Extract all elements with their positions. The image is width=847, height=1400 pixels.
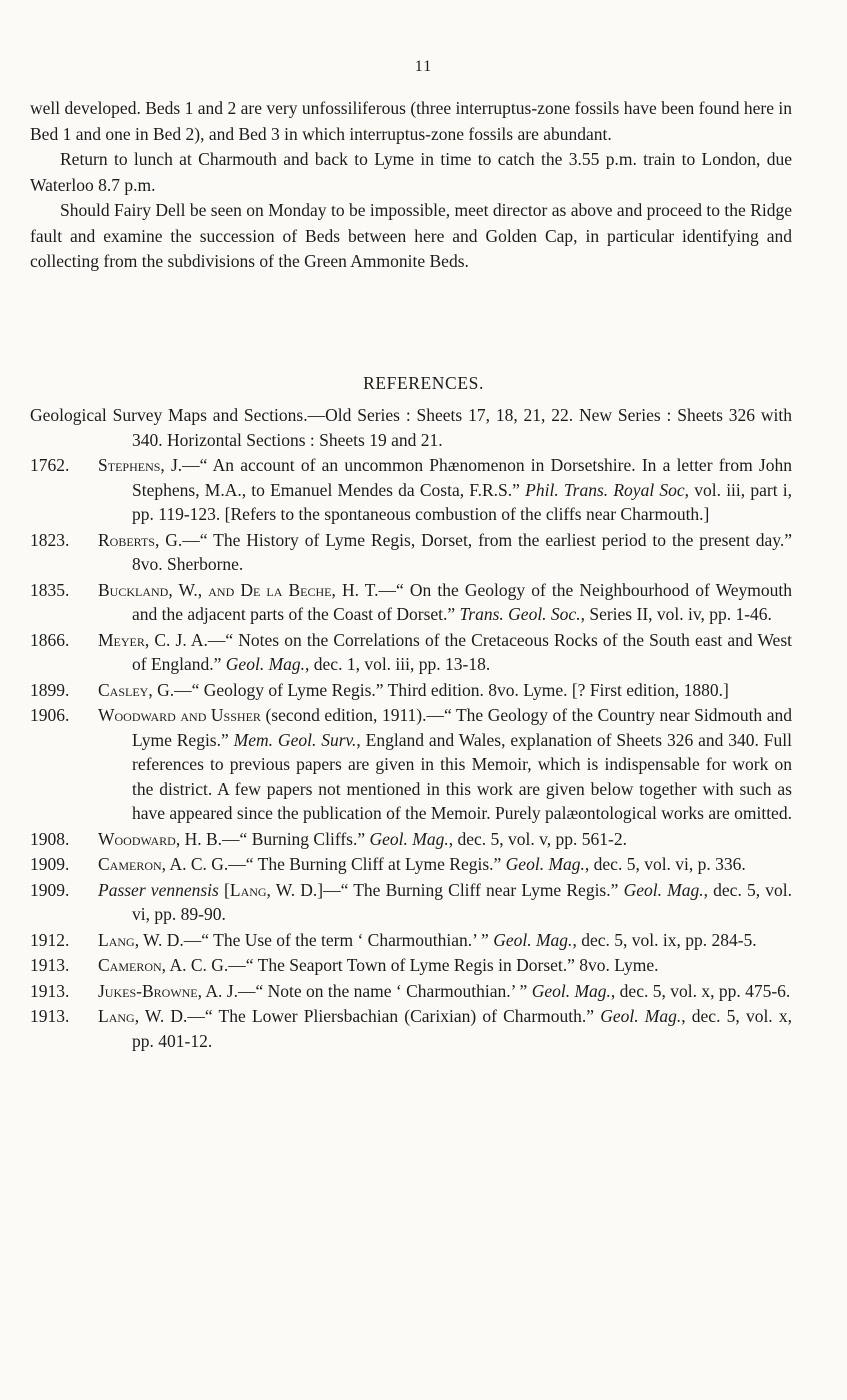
reference-entry <box>30 928 792 953</box>
reference-author: Meyer, C. J. A. <box>98 629 208 650</box>
reference-text <box>98 528 792 577</box>
reference-entry <box>30 953 792 978</box>
reference-details: , Series II, vol. iv, pp. 1-46. <box>580 604 772 624</box>
reference-text <box>98 827 792 852</box>
reference-author: Casley, G. <box>98 679 175 700</box>
reference-journal: Phil. Trans. Royal Soc <box>525 479 685 500</box>
reference-details: , dec. 5, vol. vi, p. 336. <box>584 854 746 874</box>
reference-year: 1866. <box>30 629 70 650</box>
reference-details: , England and Wales, explanation of Sheets 326 and 340. Full references to previous papers are given in this Memoir, which is indispensable for work on the district. A few papers not mentioned in this work are given below together with such as have appeared since the publication of the Memoir. Purely palæontological works are omitted. <box>132 729 793 823</box>
intro-paragraph-1: well developed. Beds 1 and 2 are very unfossiliferous (three interruptus-zone fossils have been found here in Bed 1 and one in Bed 2), and Bed 3 in which interruptus-zone fossils are abundant. <box>30 98 792 144</box>
reference-year: 1908. <box>30 828 70 849</box>
reference-journal: Geol. Mag. <box>623 879 704 900</box>
reference-title: —“ The Lower Pliersbachian (Carixian) of Charmouth.” <box>187 1006 595 1026</box>
reference-year: 1906. <box>30 705 70 725</box>
reference-title: —“ The Use of the term ‘ Charmouthian.’ ” <box>183 929 489 950</box>
survey-reference: Geological Survey Maps and Sections.—Old Series : Sheets 17, 18, 21, 22. New Series : Sheets 326 with 340. Horizontal Sections : Sheets 19 and 21. <box>30 405 792 450</box>
reference-details: , dec. 5, vol. ix, pp. 284-5. <box>572 929 757 950</box>
reference-author: Lang, W. D. <box>98 929 184 950</box>
reference-journal: Trans. Geol. Soc. <box>459 604 581 624</box>
reference-text <box>98 979 792 1004</box>
reference-journal: Geol. Mag. <box>493 929 573 950</box>
reference-text <box>98 928 792 953</box>
reference-title: —“ Notes on the Correlations of the Cretaceous Rocks of the South east and West of England.” <box>132 629 793 674</box>
reference-text <box>98 878 792 927</box>
reference-year: 1913. <box>30 1006 70 1026</box>
reference-details: , dec. 5, vol. x, pp. 401-12. <box>132 1006 792 1051</box>
reference-journal: Geol. Mag. <box>505 854 585 874</box>
intro-paragraph-3: Should Fairy Dell be seen on Monday to be impossible, meet director as above and proceed to the Ridge fault and examine the succession of Beds between here and Golden Cap, in particular identifying and collecting from the subdivisions of the Green Ammonite Beds. <box>30 200 792 271</box>
reference-details: , dec. 5, vol. v, pp. 561-2. <box>448 828 627 849</box>
reference-year: 1899. <box>30 679 70 700</box>
reference-text <box>98 953 792 978</box>
reference-title: —“ On the Geology of the Neighbourhood of Weymouth and the adjacent parts of the Coast of Dorset.” <box>132 579 792 624</box>
reference-journal: Geol. Mag. <box>369 828 449 849</box>
reference-author: Stephens, J. <box>98 455 183 475</box>
reference-year: 1909. <box>30 879 70 900</box>
reference-text <box>98 628 792 677</box>
reference-entry <box>30 827 792 852</box>
intro-text <box>30 96 792 275</box>
reference-entry <box>30 852 792 877</box>
reference-entry <box>30 1004 792 1053</box>
reference-year: 1823. <box>30 529 70 550</box>
reference-entry <box>30 979 792 1004</box>
reference-title: —“ Geology of Lyme Regis.” Third edition. 8vo. Lyme. [? First edition, 1880.] <box>174 679 729 700</box>
reference-year: 1912. <box>30 929 70 950</box>
reference-entry <box>30 528 792 577</box>
reference-entry <box>30 453 792 527</box>
reference-title: —“ The Seaport Town of Lyme Regis in Dorset.” 8vo. Lyme. <box>228 955 659 975</box>
reference-text <box>98 578 792 627</box>
reference-author: Woodward, H. B. <box>98 828 223 849</box>
page-number: 11 <box>414 58 433 75</box>
reference-text <box>98 453 792 527</box>
reference-year: 1913. <box>30 955 70 975</box>
reference-entry <box>30 878 792 927</box>
reference-author: Roberts, G. <box>98 529 183 550</box>
reference-title: —“ Note on the name ‘ Charmouthian.’ ” <box>238 980 528 1001</box>
reference-entry <box>30 703 792 826</box>
reference-year: 1762. <box>30 455 70 475</box>
reference-text <box>98 703 792 826</box>
reference-pseudonym: Passer vennensis <box>98 879 219 900</box>
reference-journal: Geol. Mag. <box>531 980 611 1001</box>
reference-text <box>98 678 792 703</box>
reference-author: Cameron, A. C. G. <box>98 854 229 874</box>
reference-entry <box>30 628 792 677</box>
reference-entry <box>30 678 792 703</box>
reference-journal: Mem. Geol. Surv. <box>233 729 357 750</box>
reference-details: , vol. iii, part i, pp. 119-123. [Refers to the spontaneous combustion of the cliffs near Charmouth.] <box>132 479 793 524</box>
reference-details: , dec. 5, vol. x, pp. 475-6. <box>610 980 791 1001</box>
reference-title: —“ The Burning Cliff at Lyme Regis.” <box>228 854 502 874</box>
references-heading: REFERENCES. <box>363 373 484 393</box>
reference-details: , dec. 1, vol. iii, pp. 13-18. <box>305 654 491 674</box>
reference-journal: Geol. Mag. <box>225 654 306 674</box>
reference-year: 1913. <box>30 980 70 1001</box>
reference-journal: Geol. Mag. <box>600 1006 682 1026</box>
reference-title: —“ An account of an uncommon Phænomenon in Dorsetshire. In a letter from John Stephens, M.A., to Emanuel Mendes da Costa, F.R.S.” <box>132 455 792 500</box>
reference-title: (second edition, 1911).—“ The Geology of the Country near Sidmouth and Lyme Regis.” <box>132 705 792 750</box>
reference-details: , dec. 5, vol. vi, pp. 89-90. <box>132 879 793 924</box>
reference-year: 1909. <box>30 854 70 874</box>
reference-author: Lang, W. D. <box>98 1006 188 1026</box>
reference-author: Jukes-Browne, A. J. <box>98 980 238 1001</box>
intro-paragraph-2: Return to lunch at Charmouth and back to Lyme in time to catch the 3.55 p.m. train to London, due Waterloo 8.7 p.m. <box>30 149 792 195</box>
reference-title: —“ The History of Lyme Regis, Dorset, from the earliest period to the present day.” 8vo. Sherborne. <box>132 529 792 574</box>
reference-author: [Lang, W. D.] <box>224 879 324 900</box>
reference-text <box>98 1004 792 1053</box>
reference-entry <box>30 578 792 627</box>
reference-author: Woodward and Ussher <box>98 705 261 725</box>
reference-author: Buckland, W., and De la Beche, H. T. <box>98 579 379 600</box>
reference-title: —“ The Burning Cliff near Lyme Regis.” <box>323 879 619 900</box>
reference-author: Cameron, A. C. G. <box>98 955 229 975</box>
reference-title: —“ Burning Cliffs.” <box>222 828 366 849</box>
references-list <box>30 403 792 1054</box>
reference-text <box>98 852 792 877</box>
reference-year: 1835. <box>30 579 70 600</box>
